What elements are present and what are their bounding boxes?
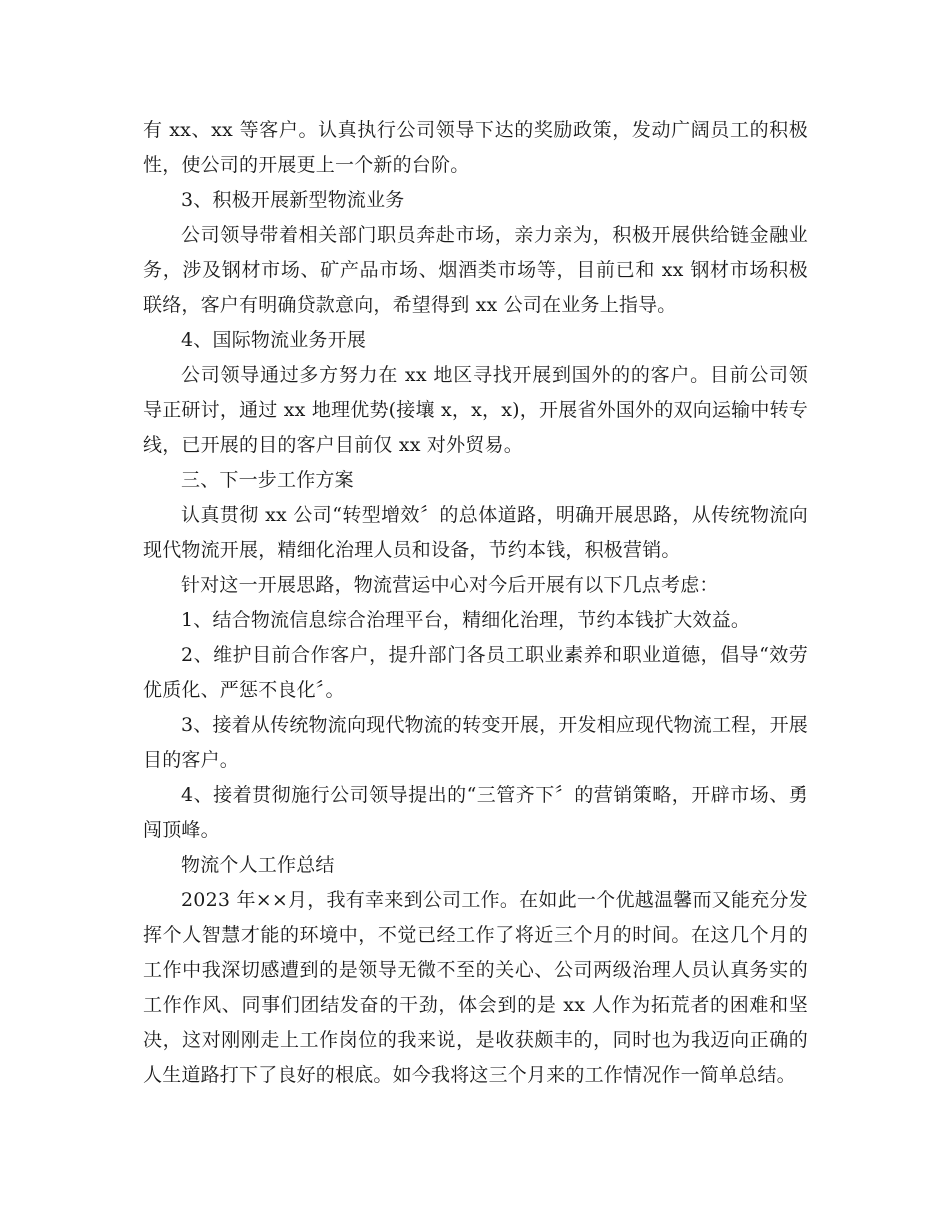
list-item: 4、接着贯彻施行公司领导提出的“三管齐下〞的营销策略，开辟市场、勇闯顶峰。 (143, 784, 808, 841)
list-item: 1、结合物流信息综合治理平台，精细化治理，节约本钱扩大效益。 (181, 609, 751, 631)
paragraph: 公司领导通过多方努力在 xx 地区寻找开展到国外的的客户。目前公司领导正研讨，通过 xx 地理优势(接壤 x，x，x)，开展省外国外的双向运输中转专线，已开展的目的客户目前仅 xx 对外贸易。 (143, 364, 808, 456)
paragraph: 针对这一开展思路，物流营运中心对今后开展有以下几点考虑： (181, 574, 719, 596)
list-item: 3、接着从传统物流向现代物流的转变开展，开发相应现代物流工程，开展目的客户。 (143, 714, 808, 771)
paragraph: 公司领导带着相关部门职员奔赴市场，亲力亲为，积极开展供给链金融业务，涉及钢材市场、矿产品市场、烟酒类市场等，目前已和 xx 钢材市场积极联络，客户有明确贷款意向，希望得到 xx 公司在业务上指导。 (143, 224, 808, 316)
list-item: 2、维护目前合作客户，提升部门各员工职业素养和职业道德，倡导“效劳优质化、严惩不良化〞。 (143, 644, 808, 701)
section-heading: 物流个人工作总结 (181, 854, 335, 876)
section-heading: 三、下一步工作方案 (181, 469, 354, 491)
section-heading: 4、国际物流业务开展 (181, 329, 367, 351)
section-heading: 3、积极开展新型物流业务 (181, 189, 405, 211)
paragraph-continuation: 有 xx、xx 等客户。认真执行公司领导下达的奖励政策，发动广阔员工的积极性，使公司的开展更上一个新的台阶。 (143, 119, 808, 176)
paragraph: 认真贯彻 xx 公司“转型增效〞的总体道路，明确开展思路，从传统物流向现代物流开展，精细化治理人员和设备，节约本钱，积极营销。 (143, 504, 808, 561)
paragraph: 2023 年××月，我有幸来到公司工作。在如此一个优越温馨而又能充分发挥个人智慧才能的环境中，不觉已经工作了将近三个月的时间。在这几个月的工作中我深切感遭到的是领导无微不至的关心、公司两级治理人员认真务实的工作作风、同事们团结发奋的干劲，体会到的是 xx 人作为拓荒者的困难和坚决，这对刚刚走上工作岗位的我来说，是收获颇丰的，同时也为我迈向正确的人生道路打下了良好的根底。如今我将这三个月来的工作情况作一简单总结。 (143, 889, 808, 1086)
document-body (143, 113, 808, 1093)
